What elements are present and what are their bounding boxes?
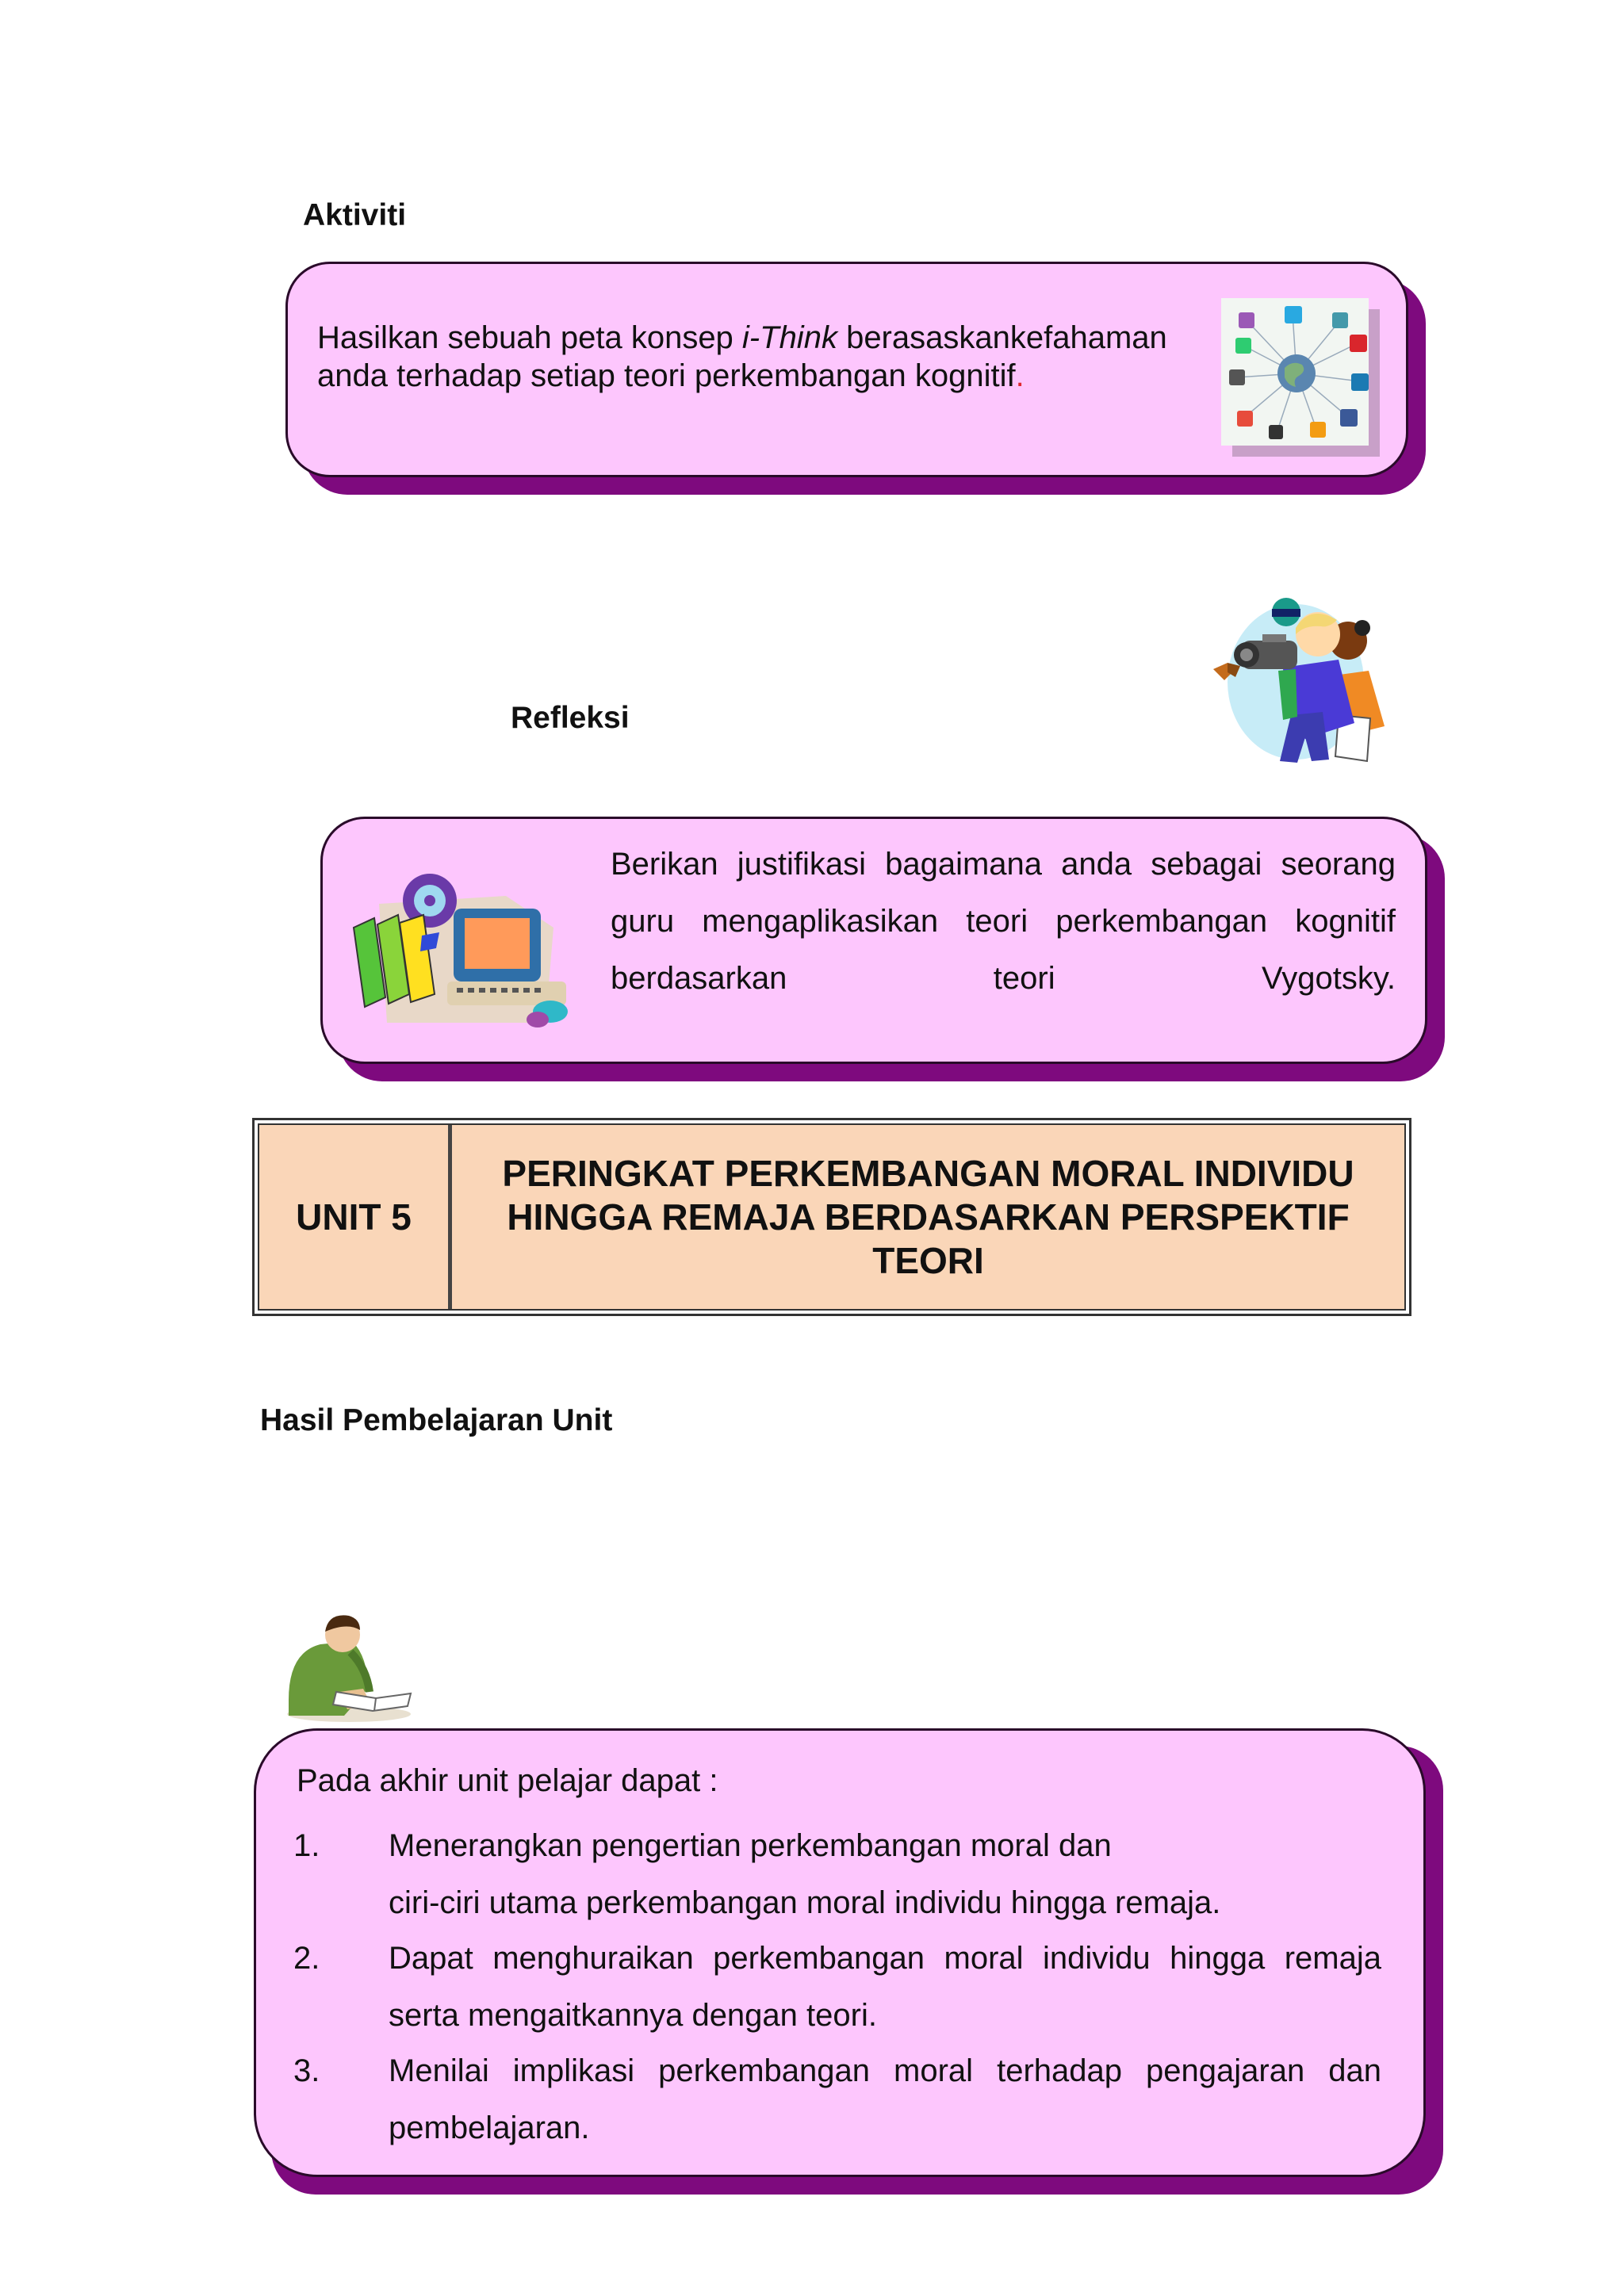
computer-books-clipart-icon	[347, 872, 577, 1031]
list-item-number: 2.	[293, 1941, 320, 1976]
list-item-line: ciri-ciri utama perkembangan moral individu hingga remaja.	[389, 1885, 1221, 1920]
aktiviti-text: Hasilkan sebuah peta konsep i-Think berasaskankefahaman anda terhadap setiap teori perkembangan kognitif.	[317, 320, 1167, 393]
refleksi-callout	[320, 817, 1427, 1064]
list-item-line: serta mengaitkannya dengan teori.	[389, 1998, 877, 2033]
hasil-callout	[254, 1728, 1426, 2177]
refleksi-heading: Refleksi	[511, 701, 630, 735]
list-item-line: Menilai implikasi perkembangan moral terhadap pengajaran dan	[389, 2053, 1381, 2088]
unit-label: UNIT 5	[259, 1125, 452, 1309]
hasil-heading: Hasil Pembelajaran Unit	[260, 1403, 613, 1437]
unit-title: PERINGKAT PERKEMBANGAN MORAL INDIVIDU HINGGA REMAJA BERDASARKAN PERSPEKTIF TEORI	[502, 1152, 1354, 1281]
social-network-globe-icon	[1221, 298, 1380, 457]
list-item	[293, 1817, 1381, 1931]
hasil-intro: Pada akhir unit pelajar dapat :	[297, 1763, 718, 1798]
refleksi-text: Berikan justifikasi bagaimana anda sebagai seorang guru mengaplikasikan teori perkembangan kognitif berdasarkan teori Vygotsky.	[611, 847, 1396, 996]
list-item-number: 3.	[293, 2053, 320, 2088]
unit-title-table	[252, 1118, 1411, 1316]
list-item-line: Dapat menghuraikan perkembangan moral individu hingga remaja	[389, 1941, 1381, 1976]
aktiviti-heading: Aktiviti	[303, 198, 407, 232]
aktiviti-callout	[285, 262, 1408, 477]
list-item-number: 1.	[293, 1828, 320, 1863]
list-item-line: Menerangkan pengertian perkembangan moral dan	[389, 1828, 1112, 1863]
list-item-line: pembelajaran.	[389, 2110, 590, 2145]
list-item	[293, 2042, 1381, 2156]
list-item	[293, 1930, 1381, 2044]
kids-camera-clipart-icon	[1207, 596, 1405, 771]
reading-man-clipart-icon	[284, 1613, 414, 1724]
